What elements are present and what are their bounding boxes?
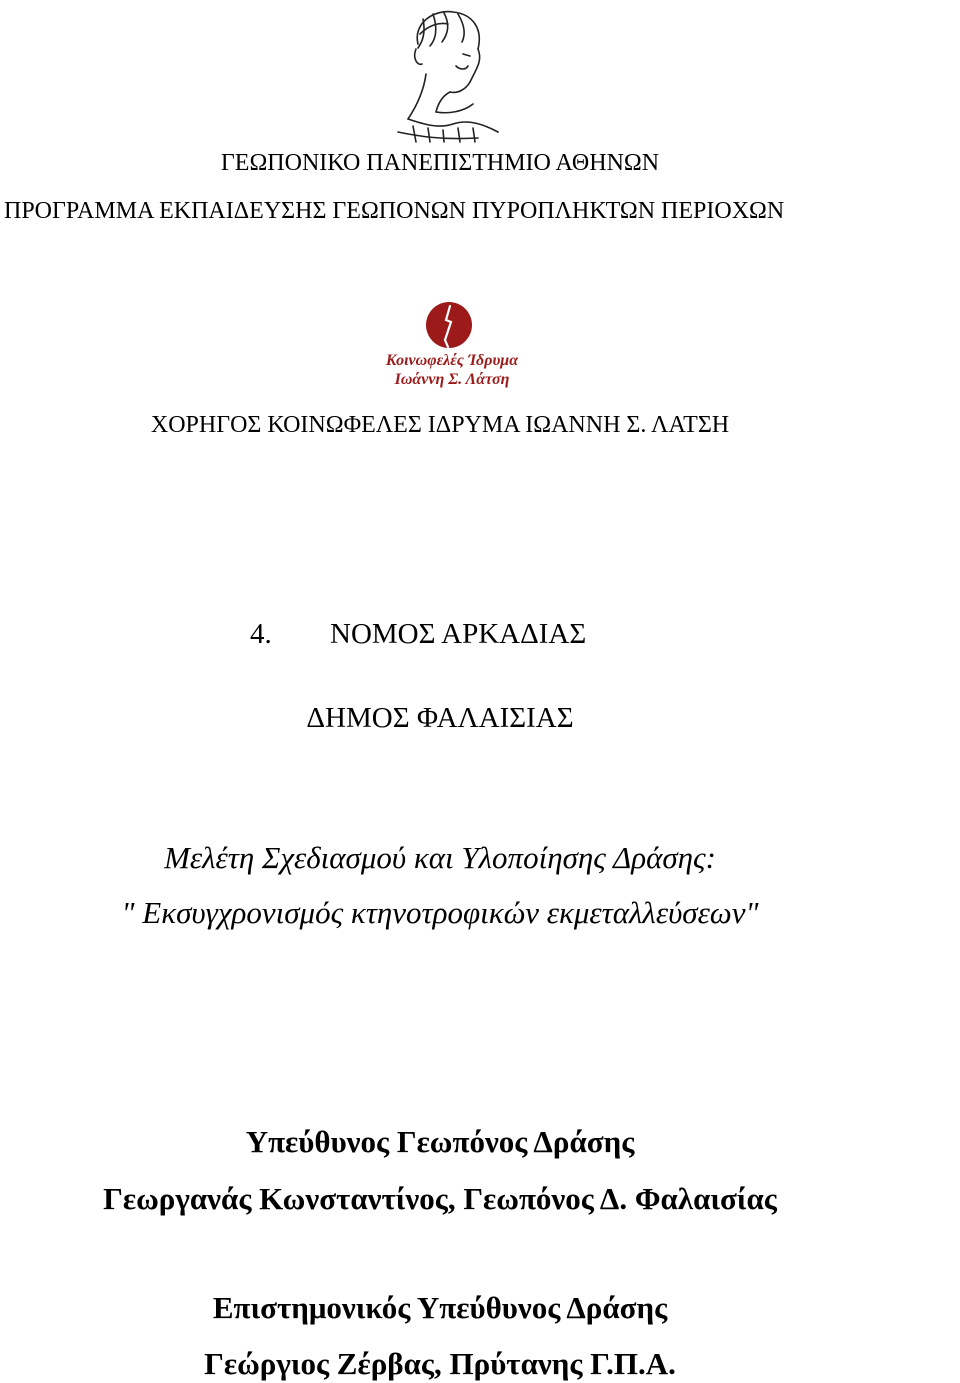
sponsor-logo-text [372, 351, 532, 389]
sponsor-logo-line2: Ιωάννη Σ. Λάτση [394, 371, 510, 388]
sponsor-line: ΧΟΡΗΓΟΣ ΚΟΙΝΩΦΕΛΕΣ ΙΔΡΥΜΑ ΙΩΑΝΝΗ Σ. ΛΑΤΣΗ [150, 412, 730, 438]
university-title: ΓΕΩΠΟΝΙΚΟ ΠΑΝΕΠΙΣΤΗΜΙΟ ΑΘΗΝΩΝ [220, 150, 660, 176]
sponsor-logo-line1: Κοινωφελές Ίδρυμα [385, 352, 519, 369]
municipality-heading: ΔΗΜΟΣ ΦΑΛΑΙΣΙΑΣ [306, 702, 574, 734]
responsible-name: Γεωργανάς Κωνσταντίνος, Γεωπόνος Δ. Φαλαισίας [103, 1181, 777, 1216]
sponsor-logo-icon [424, 300, 474, 352]
scientific-name: Γεώργιος Ζέρβας, Πρύτανης Γ.Π.Α. [204, 1346, 676, 1381]
responsible-heading: Υπεύθυνος Γεωπόνος Δράσης [245, 1124, 635, 1159]
study-title-line2: " Εκσυγχρονισμός κτηνοτροφικών εκμεταλλεύσεων" [121, 895, 759, 930]
prefecture-heading [250, 618, 586, 651]
section-number: 4. [250, 618, 272, 650]
program-title: ΠΡΟΓΡΑΜΜΑ ΕΚΠΑΙΔΕΥΣΗΣ ΓΕΩΠΟΝΩΝ ΠΥΡΟΠΛΗΚΤΩΝ ΠΕΡΙΟΧΩΝ [4, 198, 785, 224]
scientific-heading: Επιστημονικός Υπεύθυνος Δράσης [212, 1290, 668, 1325]
prefecture-name: ΝΟΜΟΣ ΑΡΚΑΔΙΑΣ [330, 618, 587, 650]
study-title-line1: Μελέτη Σχεδιασμού και Υλοποίησης Δράσης: [164, 840, 716, 875]
university-emblem-icon [378, 4, 518, 144]
